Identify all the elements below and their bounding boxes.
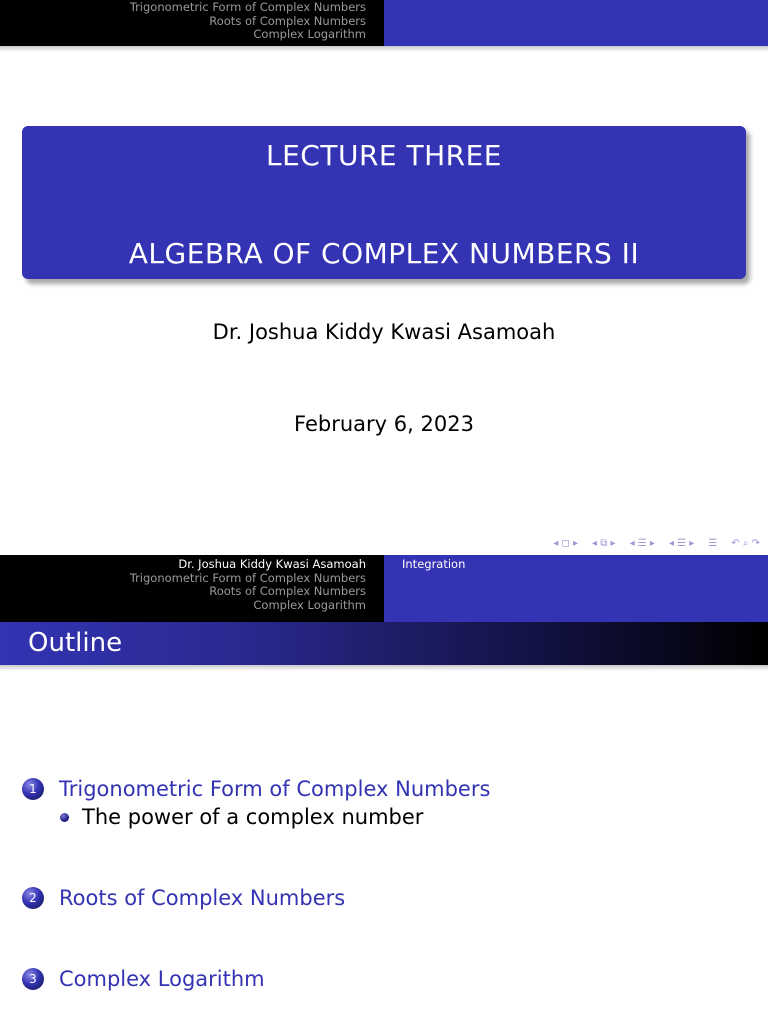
frame-title bbox=[0, 622, 768, 665]
header-section-list bbox=[0, 0, 384, 46]
bullet-icon bbox=[60, 813, 69, 822]
toc-subitem-label[interactable]: The power of a complex number bbox=[82, 805, 424, 829]
lecture-number: LECTURE THREE bbox=[266, 139, 502, 172]
toc-number-ball: 1 bbox=[22, 778, 44, 800]
slide-header bbox=[0, 555, 768, 622]
navigation-symbols bbox=[553, 538, 760, 549]
title-box bbox=[22, 126, 746, 279]
header-shadow bbox=[0, 46, 768, 52]
header-section-2[interactable]: Roots of Complex Numbers bbox=[209, 13, 366, 28]
author-name: Dr. Joshua Kiddy Kwasi Asamoah bbox=[212, 320, 556, 344]
header-section-3[interactable]: Complex Logarithm bbox=[253, 597, 366, 612]
header-integration-label: Integration bbox=[402, 557, 466, 571]
toc-item[interactable] bbox=[22, 967, 265, 991]
header-section-1[interactable]: Trigonometric Form of Complex Numbers bbox=[129, 0, 366, 14]
frame-title-shadow bbox=[0, 665, 768, 671]
header-section-1[interactable]: Trigonometric Form of Complex Numbers bbox=[129, 570, 366, 585]
toc-item-label[interactable]: Complex Logarithm bbox=[59, 967, 265, 991]
header-section-3[interactable]: Complex Logarithm bbox=[253, 27, 366, 41]
nav-doc-icon[interactable]: ☰ bbox=[708, 538, 718, 549]
toc-item-label[interactable]: Roots of Complex Numbers bbox=[59, 886, 346, 910]
nav-search-icon[interactable]: ↶ ⌕ ↷ bbox=[731, 538, 760, 549]
toc-number-ball: 3 bbox=[22, 968, 44, 990]
frame-title-text: Outline bbox=[28, 628, 123, 658]
header-section-2[interactable]: Roots of Complex Numbers bbox=[209, 584, 366, 598]
lecture-title: ALGEBRA OF COMPLEX NUMBERS II bbox=[128, 237, 640, 270]
outline-slide bbox=[0, 555, 768, 1024]
toc-item-label[interactable]: Trigonometric Form of Complex Numbers bbox=[59, 777, 491, 801]
nav-slide-icon[interactable]: ◂ ◻ ▸ bbox=[553, 538, 579, 549]
slide-header bbox=[0, 0, 768, 46]
header-blue-panel bbox=[384, 555, 768, 622]
presentation-date: February 6, 2023 bbox=[294, 412, 474, 436]
header-section-list bbox=[0, 555, 384, 622]
toc-subitem[interactable] bbox=[60, 805, 423, 829]
toc-item[interactable] bbox=[22, 886, 345, 910]
toc-item[interactable] bbox=[22, 777, 490, 801]
toc-number-ball: 2 bbox=[22, 887, 44, 909]
header-blue-panel bbox=[384, 0, 768, 46]
header-author: Dr. Joshua Kiddy Kwasi Asamoah bbox=[178, 557, 366, 571]
nav-frame-icon[interactable]: ◂ ⧉ ▸ bbox=[592, 538, 616, 549]
nav-section-icon[interactable]: ◂ ☰ ▸ bbox=[668, 538, 695, 549]
nav-subsection-icon[interactable]: ◂ ☰ ▸ bbox=[629, 538, 655, 549]
